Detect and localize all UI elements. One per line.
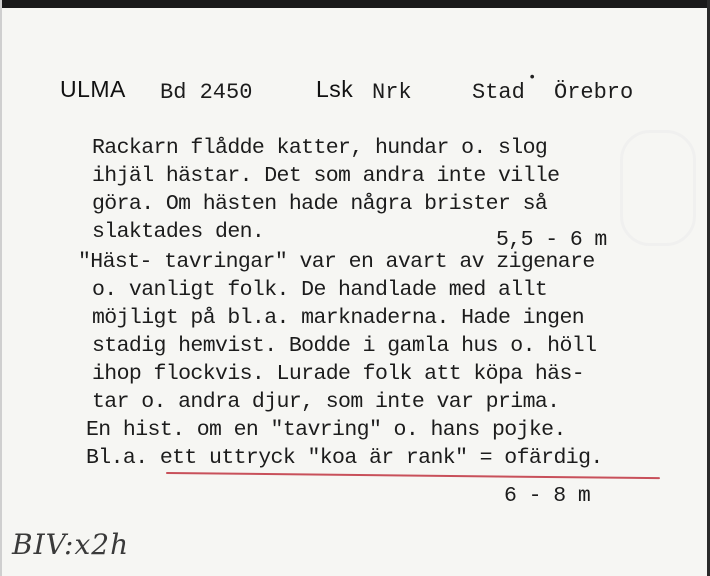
dot-mark: • [528,70,537,86]
body-line-1: Rackarn flådde katter, hundar o. slog [92,136,548,160]
left-border [0,0,2,576]
handwritten-signature: BIV:x2h [12,528,130,561]
height-note-1: 5,5 - 6 m [496,228,607,252]
lsk-label: Lsk [316,76,354,102]
card-name: ULMA [60,76,126,102]
body-line-10: tar o. andra djur, som inte var prima. [92,390,560,414]
card-code: Bd 2450 [160,80,253,105]
stad-label: Stad [472,80,525,105]
lsk-value: Nrk [372,80,412,105]
body-line-3: göra. Om hästen hade några brister så [92,192,548,216]
top-border [0,0,710,8]
body-line-6: o. vanligt folk. De handlade med allt [92,278,548,302]
body-line-12: Bl.a. ett uttryck "koa är rank" = ofärdig. [86,446,603,470]
body-line-4: slaktades den. [92,220,265,244]
stad-value: Örebro [554,80,634,105]
body-line-2: ihjäl hästar. Det som andra inte ville [92,164,560,188]
body-line-11: En hist. om en "tavring" o. hans pojke. [86,418,566,442]
body-line-9: ihop flockvis. Lurade folk att köpa häs- [92,362,585,386]
body-line-8: stadig hemvist. Bodde i gamla hus o. höll [92,334,597,358]
body-line-5: "Häst- tavringar" var en avart av zigenare [78,250,595,274]
height-note-2: 6 - 8 m [504,484,591,508]
body-line-7: möjligt på bl.a. marknaderna. Hade ingen [92,306,585,330]
faint-stamp [620,130,696,246]
red-underline [166,472,660,479]
